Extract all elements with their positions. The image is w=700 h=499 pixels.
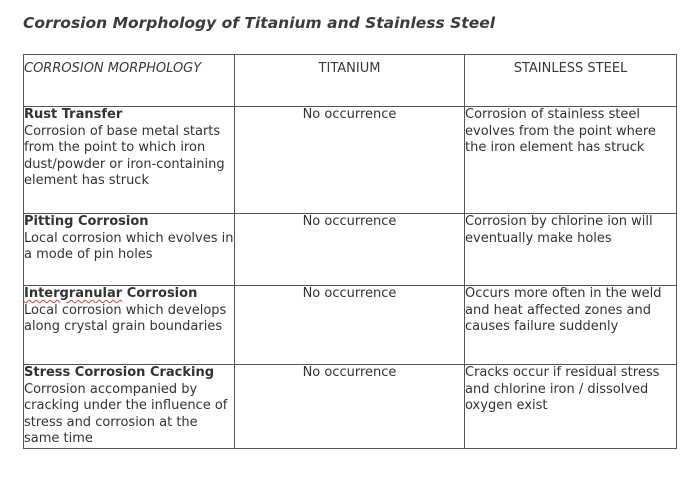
morphology-description: Local corrosion which evolves in a mode of pin holes — [24, 230, 234, 262]
morphology-name: Pitting Corrosion — [24, 214, 149, 229]
titanium-cell: No occurrence — [235, 365, 465, 449]
stainless-cell: Occurs more often in the weld and heat affected zones and causes failure suddenly — [465, 286, 677, 365]
table-row — [24, 286, 677, 365]
header-stainless-steel: STAINLESS STEEL — [465, 55, 677, 107]
table-row — [24, 365, 677, 449]
morphology-cell — [24, 214, 235, 286]
stainless-cell: Corrosion by chlorine ion will eventually make holes — [465, 214, 677, 286]
header-titanium: TITANIUM — [235, 55, 465, 107]
morphology-name: Rust Transfer — [24, 107, 123, 122]
morphology-description: Local corrosion which develops along crystal grain boundaries — [24, 302, 227, 334]
corrosion-comparison-table — [23, 54, 677, 449]
morphology-description: Corrosion of base metal starts from the point to which iron dust/powder or iron-containing element has struck — [24, 123, 225, 188]
stainless-cell: Cracks occur if residual stress and chlorine iron / dissolved oxygen exist — [465, 365, 677, 449]
morphology-description: Corrosion accompanied by cracking under the influence of stress and corrosion at the same time — [24, 381, 228, 446]
morphology-name: Stress Corrosion Cracking — [24, 365, 215, 380]
morphology-cell — [24, 107, 235, 214]
stainless-cell: Corrosion of stainless steel evolves from the point where the iron element has struck — [465, 107, 677, 214]
morphology-cell — [24, 286, 235, 365]
table-row — [24, 214, 677, 286]
titanium-cell: No occurrence — [235, 107, 465, 214]
titanium-cell: No occurrence — [235, 214, 465, 286]
titanium-cell: No occurrence — [235, 286, 465, 365]
header-corrosion-morphology: CORROSION MORPHOLOGY — [24, 55, 235, 107]
morphology-name — [24, 286, 234, 303]
document-title: Corrosion Morphology of Titanium and Stainless Steel — [23, 14, 496, 32]
spellcheck-word: Intergranular — [24, 286, 123, 301]
morphology-name-rest: Corrosion — [122, 286, 198, 301]
table-header-row — [24, 55, 677, 107]
morphology-cell — [24, 365, 235, 449]
table-row — [24, 107, 677, 214]
